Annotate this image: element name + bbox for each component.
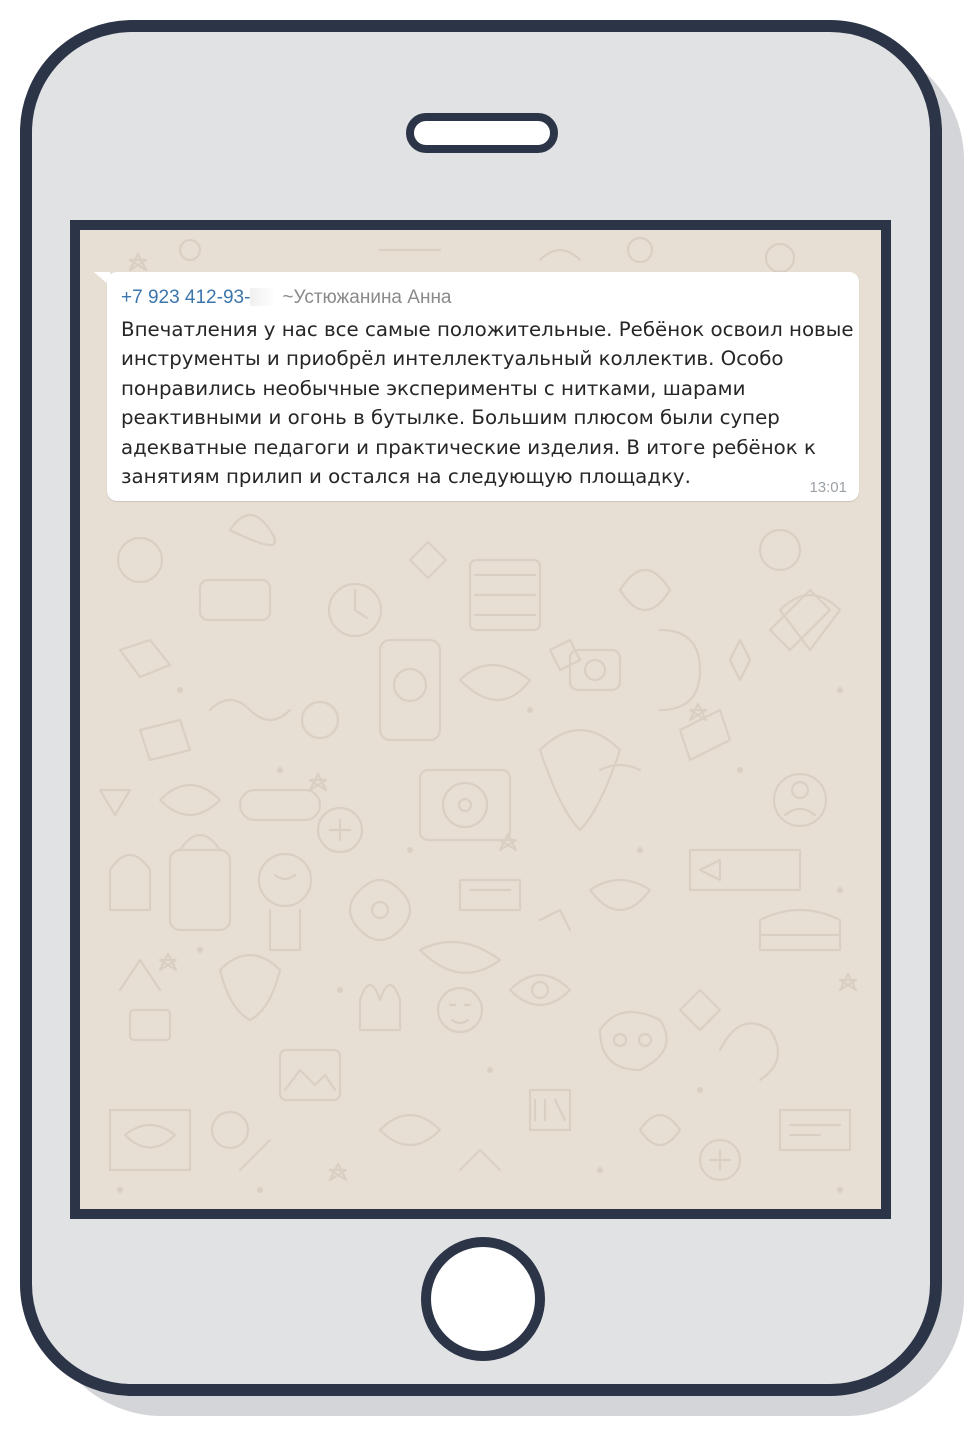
- sender-name: ~Устюжанина Анна: [282, 287, 452, 308]
- chat-screen[interactable]: [80, 230, 881, 1209]
- message-timestamp: 13:01: [809, 479, 847, 496]
- sender-phone-number[interactable]: +7 923 412-93-: [121, 287, 251, 308]
- home-button-icon[interactable]: [421, 1237, 545, 1361]
- message-bubble[interactable]: [107, 272, 859, 501]
- message-text: Впечатления у нас все самые положительные. Ребёнок освоил новые инструменты и приобрёл интеллектуальный коллектив. Особо понравились необычные эксперименты с нитками, шарами реактивными и огонь в бутылке. Большим плюсом были супер адекватные педагоги и практические изделия. В итоге ребёнок к занятиям прилип и остался на следующую площадку.: [121, 318, 854, 489]
- redaction-mark: [250, 288, 276, 306]
- sender-row: [121, 286, 452, 310]
- speaker-slot-icon: [406, 113, 558, 153]
